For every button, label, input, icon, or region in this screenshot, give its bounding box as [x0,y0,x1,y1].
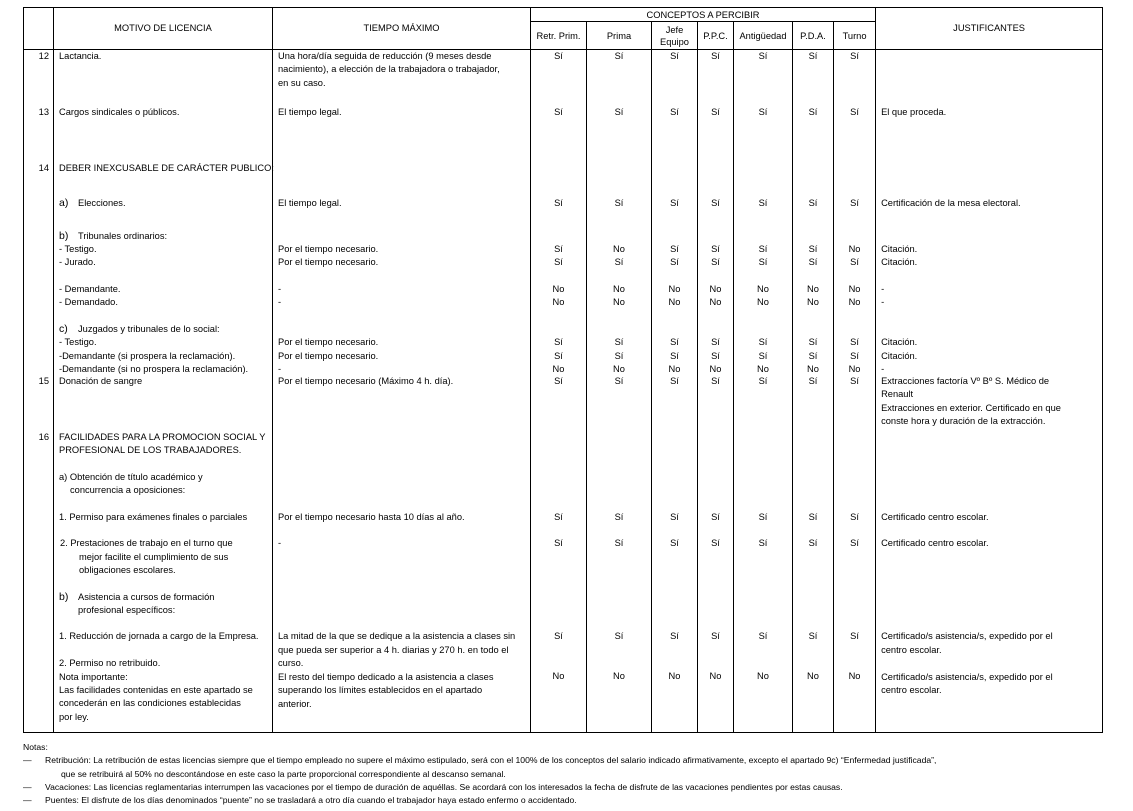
motivo-text: Juzgados y tribunales de lo social: [78,323,220,334]
header-retr-prim: Retr. Prim. [531,22,587,50]
concept-value: Sí [808,107,818,117]
justificante-text: Certificado/s asistencia/s, expedido por el [881,671,1053,682]
concept-value: No [848,671,861,682]
concept-value: Sí [614,51,624,61]
concept-value: No [613,297,625,308]
concept-value: Sí [758,538,768,549]
tiempo-text: - [278,363,282,374]
concept-value: Sí [711,51,720,61]
concept-value: Sí [850,350,859,361]
concept-value: No [613,244,625,255]
concept-value: Sí [711,197,720,208]
concept-value: Sí [758,244,768,255]
concept-value: Sí [758,376,768,386]
justificante-text: Extracciones en exterior. Certificado en que [881,402,1061,413]
motivo-text: Elecciones. [78,197,126,208]
concept-value: Sí [554,631,563,642]
justificante-text: Renault [881,389,914,400]
justificante-text: Certificado centro escolar. [881,511,989,522]
concept-value: Sí [614,511,624,522]
tiempo-text: Por el tiempo necesario (Máximo 4 h. día). [278,376,454,386]
concept-value: Sí [554,51,563,61]
justificante-text: Certificado centro escolar. [881,538,989,549]
tiempo-text: - [278,284,282,295]
concept-value: Sí [808,51,818,61]
concept-value: Sí [711,631,720,642]
concept-value: Sí [670,631,679,642]
justificante-text: - [881,297,885,308]
tiempo-text: nacimiento), a elección de la trabajadora o trabajador, [278,64,500,75]
concept-value: Sí [850,107,859,117]
motivo-text: - Demandante. [59,284,121,295]
concept-value: Sí [808,538,818,549]
concept-value: Sí [711,350,720,361]
letter-a: a) [59,196,69,209]
concept-value: Sí [711,257,720,268]
motivo-text: Las facilidades contenidas en este apartado se [59,685,253,696]
motivo-text: Tribunales ordinarios: [78,230,168,241]
concept-value: No [807,671,819,682]
concept-value: Sí [808,337,818,348]
motivo-text: mejor facilite el cumplimiento de sus [79,551,229,562]
tiempo-text: Por el tiempo necesario. [278,257,379,268]
motivo-text: -Demandante (si prospera la reclamación). [59,350,236,361]
concept-value: Sí [670,538,679,549]
concept-value: Sí [758,631,768,642]
motivo-text: concurrencia a oposiciones: [70,485,186,496]
justificante-text: El que proceda. [881,107,947,117]
concept-value: Sí [808,244,818,255]
tiempo-text: El tiempo legal. [278,197,342,208]
justificante-text: Citación. [881,350,918,361]
concept-value: Sí [758,107,768,117]
concept-value: Sí [554,244,563,255]
concept-value: Sí [554,257,563,268]
concept-value: Sí [808,197,818,208]
letter-b: b) [59,590,69,603]
motivo-text: Donación de sangre [59,376,143,386]
concept-value: No [807,297,819,308]
justificante-text [881,50,1097,63]
tiempo-text: El tiempo legal. [278,107,342,117]
concept-value: Sí [758,51,768,61]
justificante-text: Citación. [881,337,918,348]
justificante-text: - [881,284,885,295]
justificante-text: Citación. [881,244,918,255]
row-number: 16 [38,432,49,442]
concept-value: No [613,671,625,682]
header-antiguedad: Antigüedad [734,22,793,50]
concept-value: No [613,363,625,374]
tiempo-text: Por el tiempo necesario. [278,337,379,348]
concept-value: No [848,284,861,295]
concept-value: Sí [808,257,818,268]
concept-value: Sí [614,350,624,361]
concept-value: No [709,671,722,682]
justificante-text: conste hora y duración de la extracción. [881,415,1046,426]
tiempo-text: - [278,297,282,308]
justificante-text: Certificación de la mesa electoral. [881,197,1021,208]
motivo-text: obligaciones escolares. [79,564,176,575]
tiempo-text: Por el tiempo necesario. [278,244,379,255]
motivo-text: Asistencia a cursos de formación [78,591,215,602]
motivo-text: - Testigo. [59,244,97,255]
row-number: 13 [38,107,49,117]
note-retribucion-cont: que se retribuirá al 50% no descontándose en este caso la parte proporcional correspondiente al descanso semanal. [61,768,506,779]
tiempo-text: anterior. [278,698,312,709]
concept-value: Sí [554,197,563,208]
concept-value: Sí [850,257,859,268]
motivo-text: Lactancia. [59,51,102,61]
header-conceptos: CONCEPTOS A PERCIBIR [531,8,876,22]
letter-b: b) [59,229,69,242]
concept-value: Sí [670,197,679,208]
concept-value: No [709,363,722,374]
header-tiempo: TIEMPO MÁXIMO [273,8,531,50]
concept-value: Sí [614,257,624,268]
concept-value: Sí [711,511,720,522]
tiempo-text: superando los límites establecidos en el apartado [278,685,483,696]
concept-value: Sí [808,631,818,642]
notes-title: Notas: [23,742,48,752]
concept-value: Sí [850,197,859,208]
justificante-text: Certificado/s asistencia/s, expedido por el [881,631,1053,642]
motivo-text: Nota importante: [59,671,128,682]
concept-value: Sí [711,107,720,117]
concept-value: Sí [554,538,563,549]
concept-value: Sí [711,244,720,255]
concept-value: No [757,363,769,374]
concept-value: Sí [670,51,679,61]
motivo-text: por ley. [59,711,89,722]
justificante-text: centro escolar. [881,644,942,655]
concept-value: No [807,363,819,374]
tiempo-text: curso. [278,658,304,669]
tiempo-text: que pueda ser superior a 4 h. diarias y 270 h. en todo el [278,644,509,655]
header-prima: Prima [587,22,652,50]
concept-value: No [757,284,769,295]
motivo-text: -Demandante (si no prospera la reclamación). [59,363,249,374]
concept-value: Sí [758,511,768,522]
motivo-text: 2. Prestaciones de trabajo en el turno que [60,538,233,549]
row-number: 14 [38,163,49,173]
note-retribucion: Retribución: La retribución de estas licencias siempre que el tiempo empleado no supere el máximo estipulado, será con el 100% de los conceptos del salario indicado afirmativamente, excepto el apartado 9c) “Enfermedad justificada”, [45,755,937,766]
tiempo-text: La mitad de la que se dedique a la asistencia a clases sin [278,631,516,642]
motivo-title: DEBER INEXCUSABLE DE CARÁCTER PUBLICO: [59,163,274,173]
concept-value: No [668,297,681,308]
concept-value: Sí [758,257,768,268]
dash-icon: — [23,781,32,792]
concept-value: Sí [670,376,679,386]
concept-value: Sí [670,337,679,348]
concept-value: No [552,284,565,295]
concept-value: Sí [614,376,624,386]
table-row [24,50,1103,733]
justificante-text: Extracciones factoría Vº Bº S. Médico de [881,376,1050,386]
concept-value: Sí [711,376,720,386]
motivo-text: - Jurado. [59,257,96,268]
motivo-text: 2. Permiso no retribuido. [59,658,161,669]
concept-value: Sí [614,337,624,348]
header-justificantes: JUSTIFICANTES [876,8,1103,50]
motivo-text: - Testigo. [59,337,97,348]
note-puentes: Puentes: El disfrute de los días denominados “puente” no se trasladará a otro día cuando el trabajador haya estado enfermo o accidentado. [45,795,577,806]
concept-value: Sí [614,631,624,642]
concept-value: No [552,671,565,682]
concept-value: Sí [711,538,720,549]
header-ppc: P.P.C. [698,22,734,50]
motivo-text: - Demandado. [59,297,118,308]
concept-value: Sí [850,337,859,348]
concept-value: No [709,297,722,308]
concept-value: Sí [808,511,818,522]
justificante-text: centro escolar. [881,685,942,696]
concept-value: No [668,363,681,374]
concept-value: No [848,363,861,374]
row-number: 12 [38,51,49,61]
concept-value: No [552,297,565,308]
motivo-text: profesional específicos: [78,604,176,615]
concept-value: Sí [850,51,859,61]
concept-value: No [848,297,861,308]
concept-value: Sí [758,337,768,348]
notes-section [23,741,1113,807]
concept-value: No [807,284,819,295]
concept-value: Sí [808,350,818,361]
concept-value: Sí [554,376,563,386]
concept-value: Sí [850,511,859,522]
concept-value: Sí [614,538,624,549]
concept-value: Sí [554,511,563,522]
concept-value: No [668,284,681,295]
dash-icon: — [23,755,32,766]
row-number: 15 [38,376,49,386]
motivo-text: Cargos sindicales o públicos. [59,107,180,117]
header-jefe-equipo: Jefe Equipo [652,22,698,50]
tiempo-text: El resto del tiempo dedicado a la asistencia a clases [278,672,494,683]
concept-value: Sí [850,538,859,549]
justificante-text: Citación. [881,257,918,268]
justificante-text: - [881,363,885,374]
motivo-text: a) Obtención de título académico y [59,471,203,482]
concept-value: No [552,363,565,374]
tiempo-text: Una hora/día seguida de reducción (9 meses desde [278,51,492,61]
tiempo-text: en su caso. [278,77,326,88]
note-vacaciones: Vacaciones: Las licencias reglamentarias interrumpen las vacaciones por el tiempo de duración de aquéllas. Se acordará con los interesados la fecha de disfrute de las vacaciones pendientes por estas causas. [45,781,843,792]
concept-value: No [613,284,625,295]
header-turno: Turno [834,22,876,50]
tiempo-text: Por el tiempo necesario hasta 10 días al año. [278,511,465,522]
motivo-text: concederán en las condiciones establecidas [59,698,241,709]
concept-value: Sí [758,350,768,361]
motivo-title: FACILIDADES PARA LA PROMOCION SOCIAL Y [59,432,266,442]
concept-value: Sí [850,376,859,386]
header-num [24,8,54,50]
concept-value: Sí [850,631,859,642]
concept-value: No [757,671,769,682]
concept-value: Sí [670,107,679,117]
tiempo-text: - [278,538,282,549]
concept-value: Sí [711,337,720,348]
concept-value: Sí [554,337,563,348]
letter-c: c) [59,322,68,335]
tiempo-text: Por el tiempo necesario. [278,350,379,361]
dash-icon: — [23,795,32,806]
concept-value: Sí [670,350,679,361]
licencias-table [23,7,1103,733]
concept-value: Sí [614,197,624,208]
concept-value: No [709,284,722,295]
concept-value: Sí [670,244,679,255]
concept-value: Sí [670,257,679,268]
motivo-text: 1. Reducción de jornada a cargo de la Empresa. [59,631,259,642]
concept-value: No [848,244,861,255]
motivo-text: 1. Permiso para exámenes finales o parciales [59,511,248,522]
concept-value: No [757,297,769,308]
concept-value: Sí [614,107,624,117]
concept-value: Sí [554,107,563,117]
concept-value: Sí [758,197,768,208]
header-motivo: MOTIVO DE LICENCIA [54,8,273,50]
concept-value: Sí [554,350,563,361]
header-pda: P.D.A. [793,22,834,50]
concept-value: Sí [808,376,818,386]
motivo-title: PROFESIONAL DE LOS TRABAJADORES. [59,445,242,456]
concept-value: Sí [670,511,679,522]
concept-value: No [668,671,681,682]
